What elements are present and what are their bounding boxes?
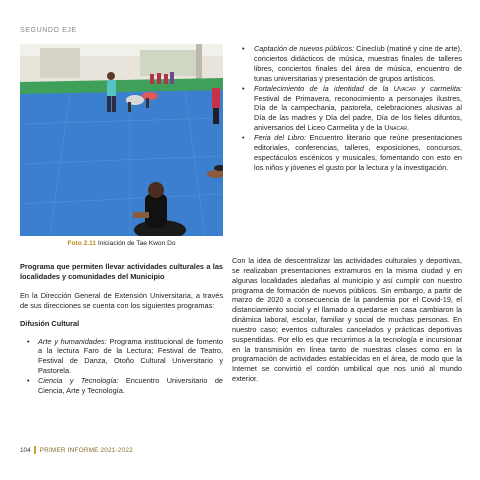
subheading-difusion: Difusión Cultural — [20, 318, 80, 328]
item-label: Ciencia y Tecnología: — [38, 376, 119, 386]
item-text: Cineclub (matiné y cine de arte), conciertos didácticos de música, muestras finales de talleres libres, conciertos finales del área de música, encuentro de tunas universitarias y presentación de grupos artísticos. — [254, 44, 462, 83]
item-text: Festival de Primavera, reconocimiento a personajes ilustres, Día de la campechania, pastorela, celebraciones alusivas al Día de las madres y Día del padre, Día de los fieles difuntos, aniversarios del Liceo Carmelita y de la — [254, 93, 462, 133]
footer-divider — [34, 446, 36, 454]
program-list-top — [232, 44, 462, 173]
list-item — [38, 376, 223, 396]
item-label: Feria del Libro: — [254, 133, 306, 143]
item-text: Programa institucional de fomento a la lectura Faro de la Lectura; Festival de Teatro, Festival de Danza, Otoño Cultural Universitario y Pastorela. — [38, 336, 224, 376]
list-item — [38, 337, 223, 377]
intro-paragraph: En la Dirección General de Extensión Universitaria, a través de sus direcciones se cuenta con los siguientes programas: — [20, 290, 223, 310]
footer-title: PRIMER INFORME 2021-2022 — [39, 446, 133, 454]
item-label: Fortalecimiento de la identidad de la Uvacar y carmelita: — [254, 83, 462, 93]
taekwondo-illustration — [20, 44, 223, 236]
body-paragraph: Con la idea de descentralizar las actividades culturales y deportivas, se realizaban presentaciones extramuros en la misma ciudad y en algunas localidades aledañas al municipio y así cumplir con nuestro programa de formación de nuevos públicos. Sin embargo, a partir de marzo de 2020 a consecuencia de la pandemia por el Covid-19, el distanciamiento social y el llamado a quedarse en casa cambiaron la dinámica laboral, escolar, familiar y social de muchas personas. En nuestro caso; eventos culturales cancelados y prácticas deportivas suspendidas. Por ello es que recurrimos a la tecnología e incursionar en la transmisión en línea tanto de nuestras clases como en la programación de actividades establecidas en el área, de modo que la Internet se convirtió el cordón umbilical que nos unió al mundo exterior. — [232, 256, 462, 384]
caption-text: Iniciación de Tae Kwon Do — [97, 240, 176, 247]
item-text-smallcaps: Unacar — [384, 123, 408, 133]
running-head: SEGUNDO EJE — [20, 27, 77, 34]
page-footer — [20, 446, 133, 454]
list-item — [254, 133, 462, 173]
item-label: Arte y humanidades: — [38, 336, 107, 346]
section-heading: Programa que permiten llevar actividades culturales a las localidades y comunidades del Municipio — [20, 262, 223, 281]
item-label: Captación de nuevos públicos: — [254, 44, 355, 53]
figure-caption — [20, 240, 223, 247]
list-item — [254, 44, 462, 84]
page-number: 104 — [20, 446, 31, 454]
left-column — [20, 262, 223, 396]
list-item: • Fortalecimiento de la identidad de la Uvacar y carmelita: Festival de Primavera, reconocimiento a personajes ilustres, Día de la campechania, pastorela, celebraciones alusivas al Día de las madres y Día del padre, Día de los fieles difuntos, aniversarios del Liceo Carmelita y de la Unacar. — [254, 84, 462, 134]
caption-label: Foto 2.11 — [67, 240, 97, 247]
item-text: Encuentro Universitario de Ciencia, Arte y Tecnología. — [38, 376, 224, 396]
item-text: Encuentro literario que reúne presentaciones editoriales, conferencias, talleres, exposiciones, concursos, espectáculos escénicos y musicales, fomentando con esto en los niños y jóvenes el gusto por la lectura y la investigación. — [254, 133, 463, 172]
item-label-smallcaps: Uvacar — [393, 83, 416, 93]
taekwondo-photo — [20, 44, 223, 236]
